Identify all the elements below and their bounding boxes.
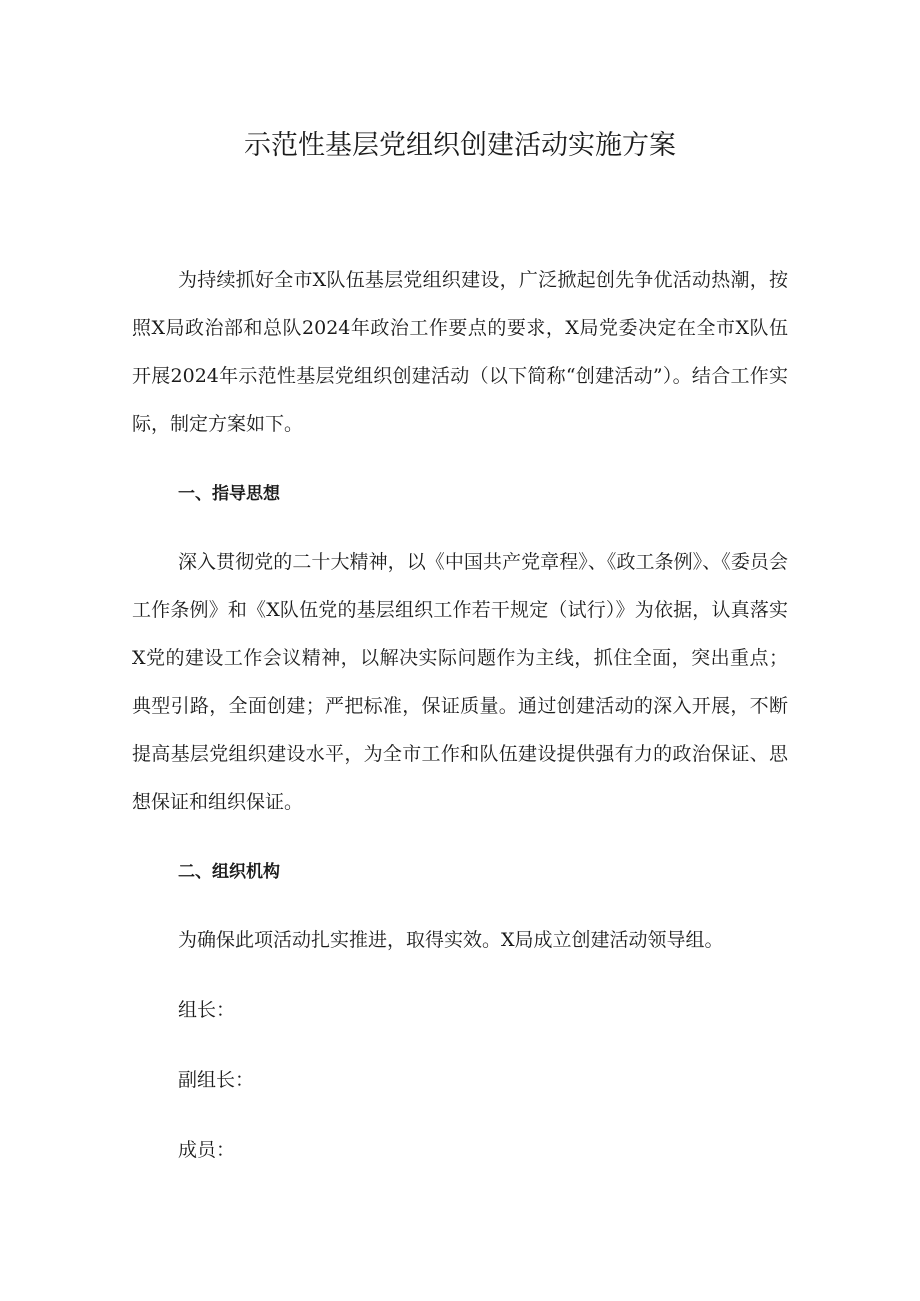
guiding-ideology-paragraph: 深入贯彻党的二十大精神，以《中国共产党章程》、《政工条例》、《委员会工作条例》和《X队伍党的基层组织工作若干规定（试行）》为依据，认真落实X党的建设工作会议精神，以解决实际问题作为主线，抓住全面，突出重点；典型引路，全面创建；严把标准，保证质量。通过创建活动的深入开展，不断提高基层党组织建设水平，为全市工作和队伍建设提供强有力的政治保证、思想保证和组织保证。 [132, 551, 788, 813]
deputy-leader-label: 副组长： [178, 1069, 255, 1091]
intro-paragraph: 为持续抓好全市X队伍基层党组织建设，广泛掀起创先争优活动热潮，按照X局政治部和总队2024年政治工作要点的要求，X局党委决定在全市X队伍开展2024年示范性基层党组织创建活动（以下简称“创建活动”）。结合工作实际，制定方案如下。 [132, 269, 788, 435]
section-heading-guiding-ideology: 一、指导思想 [178, 484, 280, 504]
organization-paragraph: 为确保此项活动扎实推进，取得实效。X局成立创建活动领导组。 [178, 929, 724, 951]
members-label: 成员： [178, 1139, 236, 1161]
document-title: 示范性基层党组织创建活动实施方案 [244, 130, 676, 161]
section-heading-organization: 二、组织机构 [178, 862, 280, 882]
leader-label: 组长： [178, 999, 236, 1021]
